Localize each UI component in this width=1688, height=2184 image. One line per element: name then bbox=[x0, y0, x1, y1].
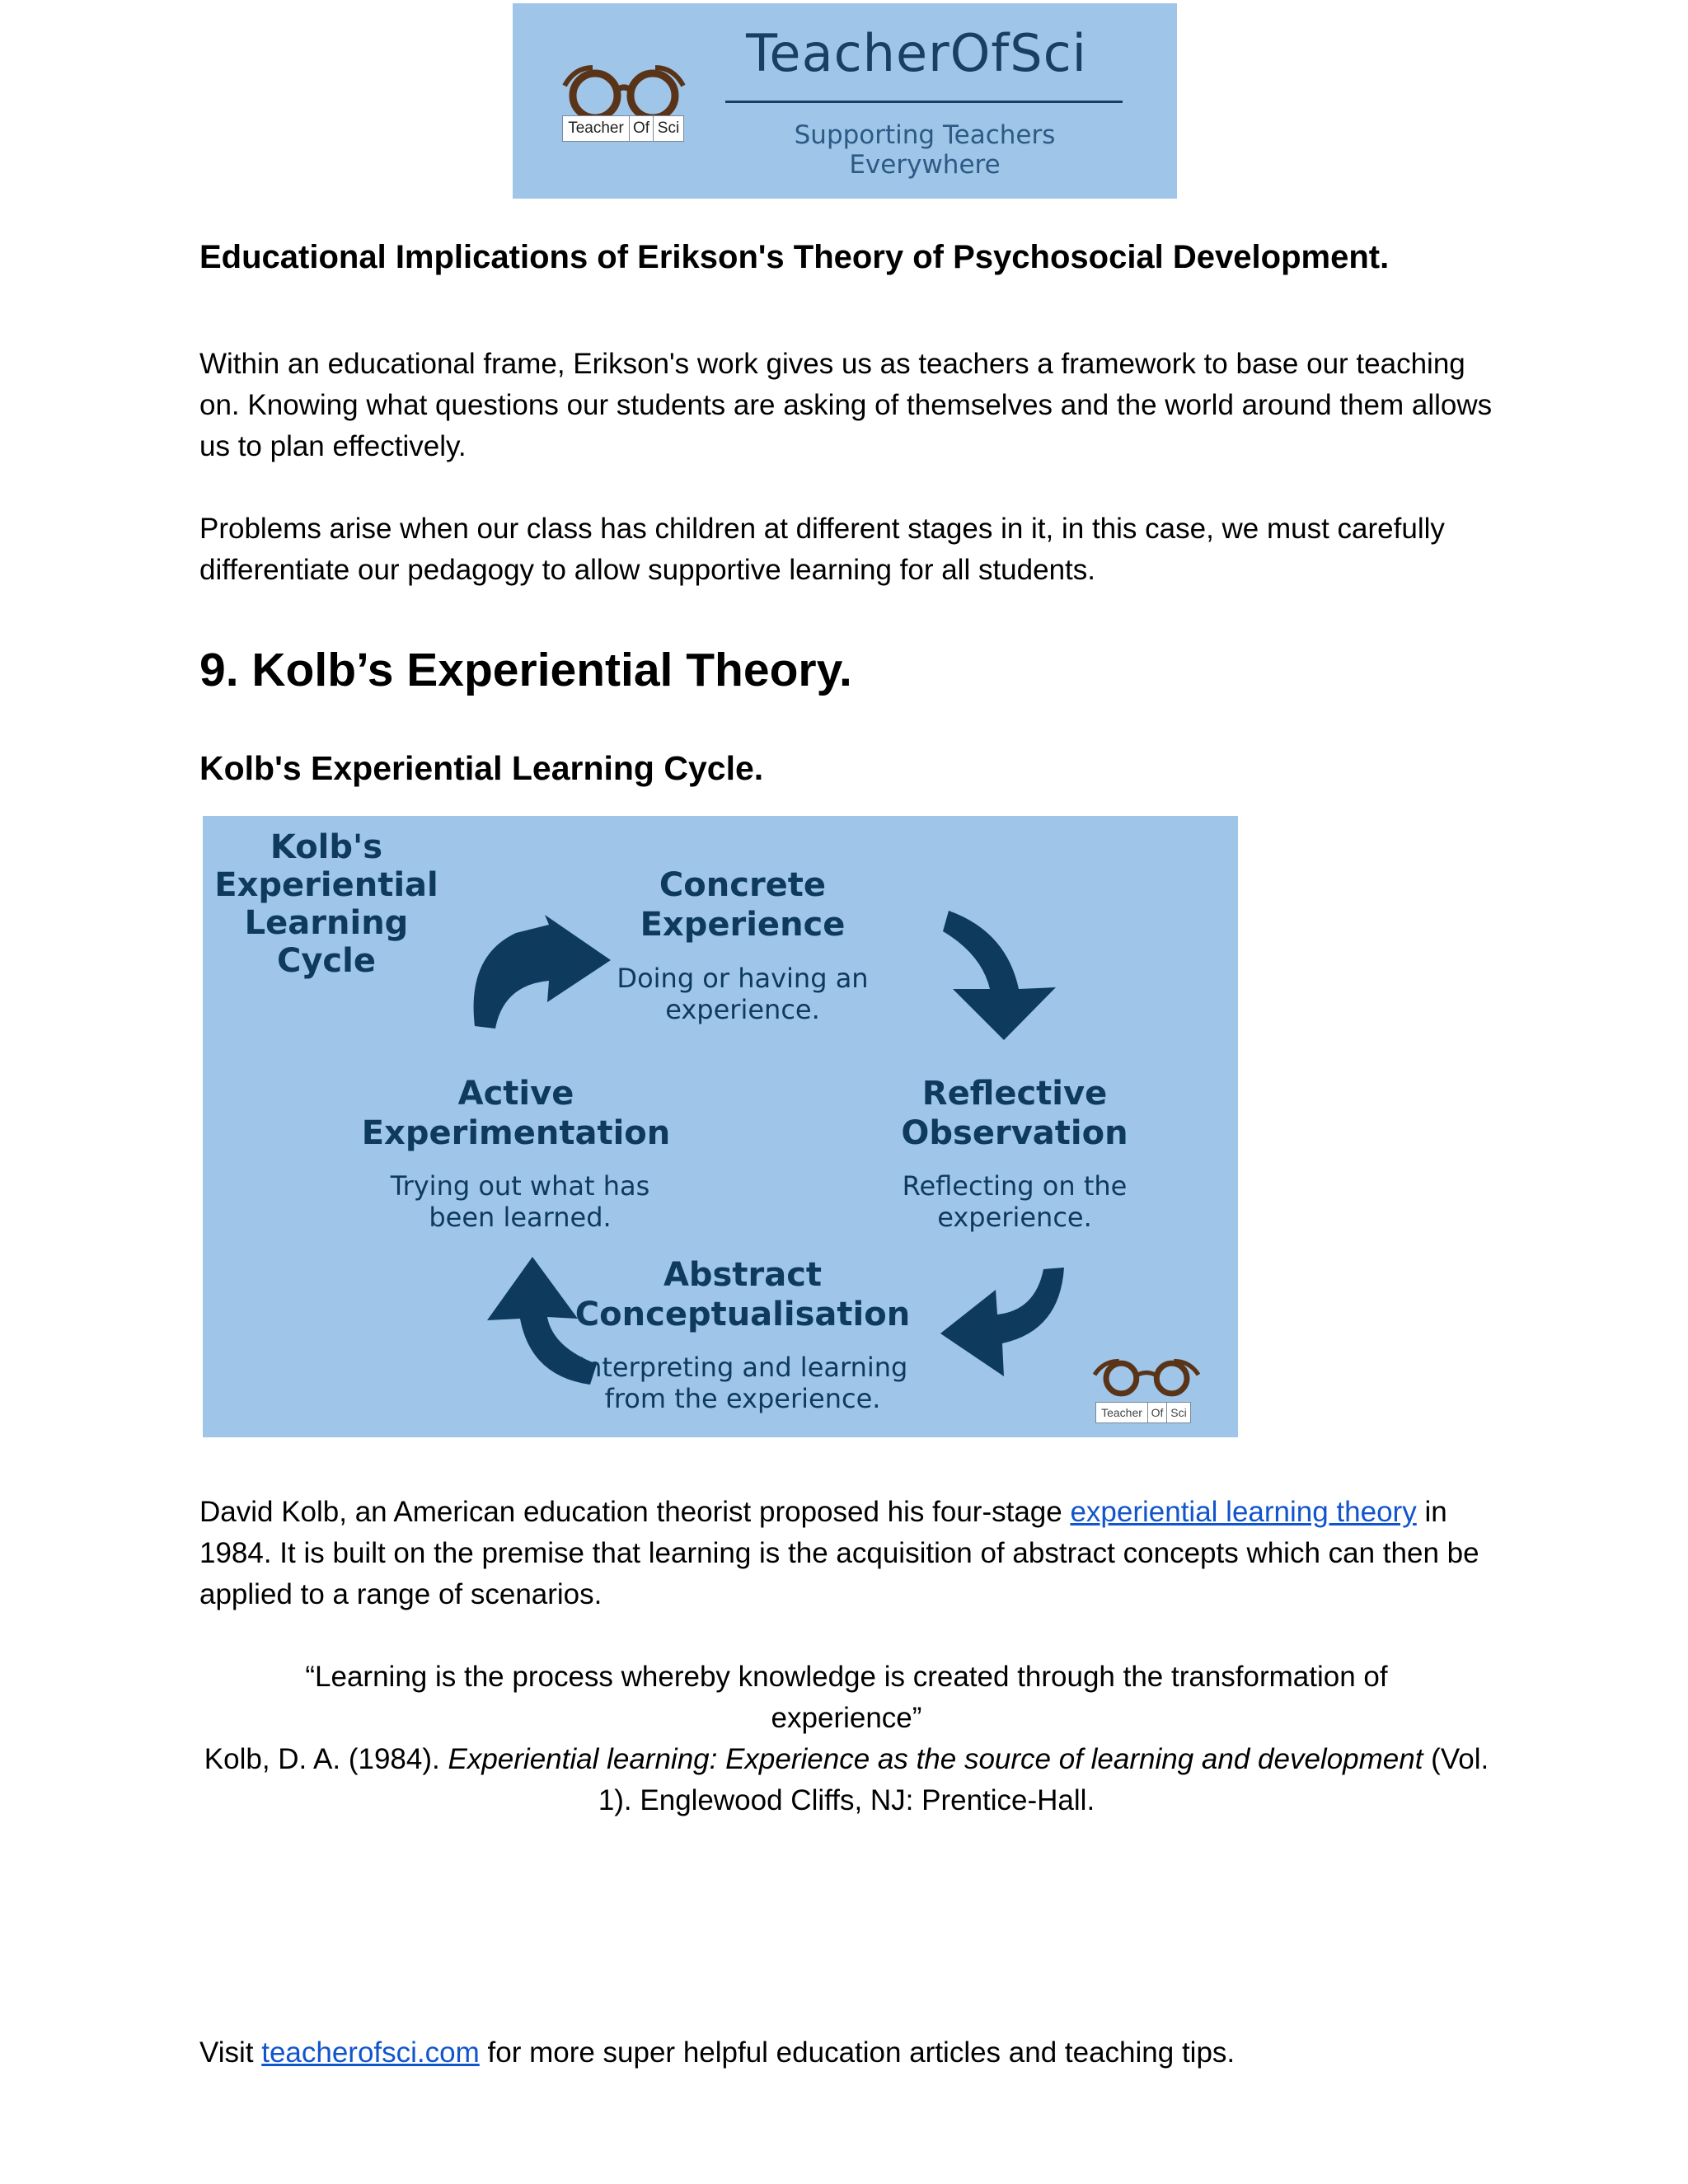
kolb-section-title: 9. Kolb’s Experiential Theory. bbox=[199, 644, 852, 696]
active-experimentation-desc: Trying out what has been learned. bbox=[390, 1170, 650, 1233]
brand-name: TeacherOfSci bbox=[746, 23, 1087, 83]
reflective-observation-title: Reflective Observation bbox=[901, 1075, 1128, 1152]
kolb-cycle-diagram bbox=[203, 816, 1238, 1437]
arrow-down-icon bbox=[943, 911, 1056, 1040]
erikson-heading: Educational Implications of Erikson's Theory of Psychosocial Development. bbox=[199, 239, 1390, 275]
teacherofsci-link[interactable]: teacherofsci.com bbox=[261, 2036, 480, 2069]
diagram-logo bbox=[1089, 1356, 1208, 1430]
abstract-conceptualisation-desc: Interpreting and learning from the experience. bbox=[577, 1352, 908, 1414]
concrete-experience-desc: Doing or having an experience. bbox=[617, 963, 869, 1025]
diagram-title-line-3: Learning bbox=[244, 904, 409, 942]
footer-text-before: Visit bbox=[199, 2036, 262, 2069]
logo-word-of: Of bbox=[1147, 1402, 1167, 1423]
arrow-up-right-icon bbox=[474, 915, 611, 1029]
citation-publisher: (Vol. 1). Englewood Cliffs, NJ: Prentice-Hall. bbox=[598, 1743, 1489, 1816]
intro-text-after-link: in 1984. It is built on the premise that learning is the acquisition of abstract concepts which can then be applied to a range of scenarios. bbox=[199, 1496, 1479, 1610]
header-banner bbox=[513, 3, 1177, 199]
arrow-left-icon bbox=[940, 1268, 1064, 1376]
intro-text-before-link: David Kolb, an American education theorist proposed his four-stage bbox=[199, 1496, 1071, 1528]
logo-word-teacher: Teacher bbox=[1095, 1402, 1148, 1423]
diagram-title-line-1: Kolb's bbox=[270, 828, 383, 866]
kolb-subheading: Kolb's Experiential Learning Cycle. bbox=[199, 749, 764, 787]
citation-title: Experiential learning: Experience as the source of learning and development bbox=[448, 1743, 1423, 1775]
glasses-icon bbox=[1089, 1356, 1204, 1401]
concrete-experience-title: Concrete Experience bbox=[640, 866, 846, 944]
kolb-quote: “Learning is the process whereby knowledge is created through the transformation of experience” bbox=[305, 1661, 1388, 1734]
footer-text-after: for more super helpful education articles and teaching tips. bbox=[479, 2036, 1236, 2069]
footer-line bbox=[199, 2032, 1493, 2074]
brand-tagline: Supporting Teachers Everywhere bbox=[794, 120, 1056, 180]
diagram-title bbox=[203, 828, 450, 980]
abstract-conceptualisation-title: Abstract Conceptualisation bbox=[574, 1256, 911, 1333]
logo-word-sci: Sci bbox=[653, 115, 684, 142]
reflective-observation-desc: Reflecting on the experience. bbox=[902, 1170, 1128, 1233]
kolb-citation bbox=[199, 1739, 1493, 1821]
citation-author-year: Kolb, D. A. (1984). bbox=[204, 1743, 448, 1775]
diagram-title-line-4: Cycle bbox=[277, 942, 376, 980]
banner-divider bbox=[725, 101, 1123, 103]
erikson-paragraph-2: Problems arise when our class has children at different stages in it, in this case, we must carefully differentiate our pedagogy to allow supportive learning for all students. bbox=[199, 513, 1445, 586]
active-experimentation-title: Active Experimentation bbox=[361, 1075, 671, 1152]
experiential-learning-theory-link[interactable]: experiential learning theory bbox=[1070, 1496, 1417, 1528]
logo-word-teacher: Teacher bbox=[562, 115, 630, 142]
logo-word-sci: Sci bbox=[1166, 1402, 1191, 1423]
kolb-intro-paragraph bbox=[199, 1492, 1493, 1615]
erikson-paragraph-1: Within an educational frame, Erikson's work gives us as teachers a framework to base our teaching on. Knowing what questions our students are asking of themselves and the world around them allows us to plan effectively. bbox=[199, 348, 1493, 462]
diagram-title-line-2: Experiential bbox=[214, 866, 438, 904]
logo-word-of: Of bbox=[629, 115, 654, 142]
